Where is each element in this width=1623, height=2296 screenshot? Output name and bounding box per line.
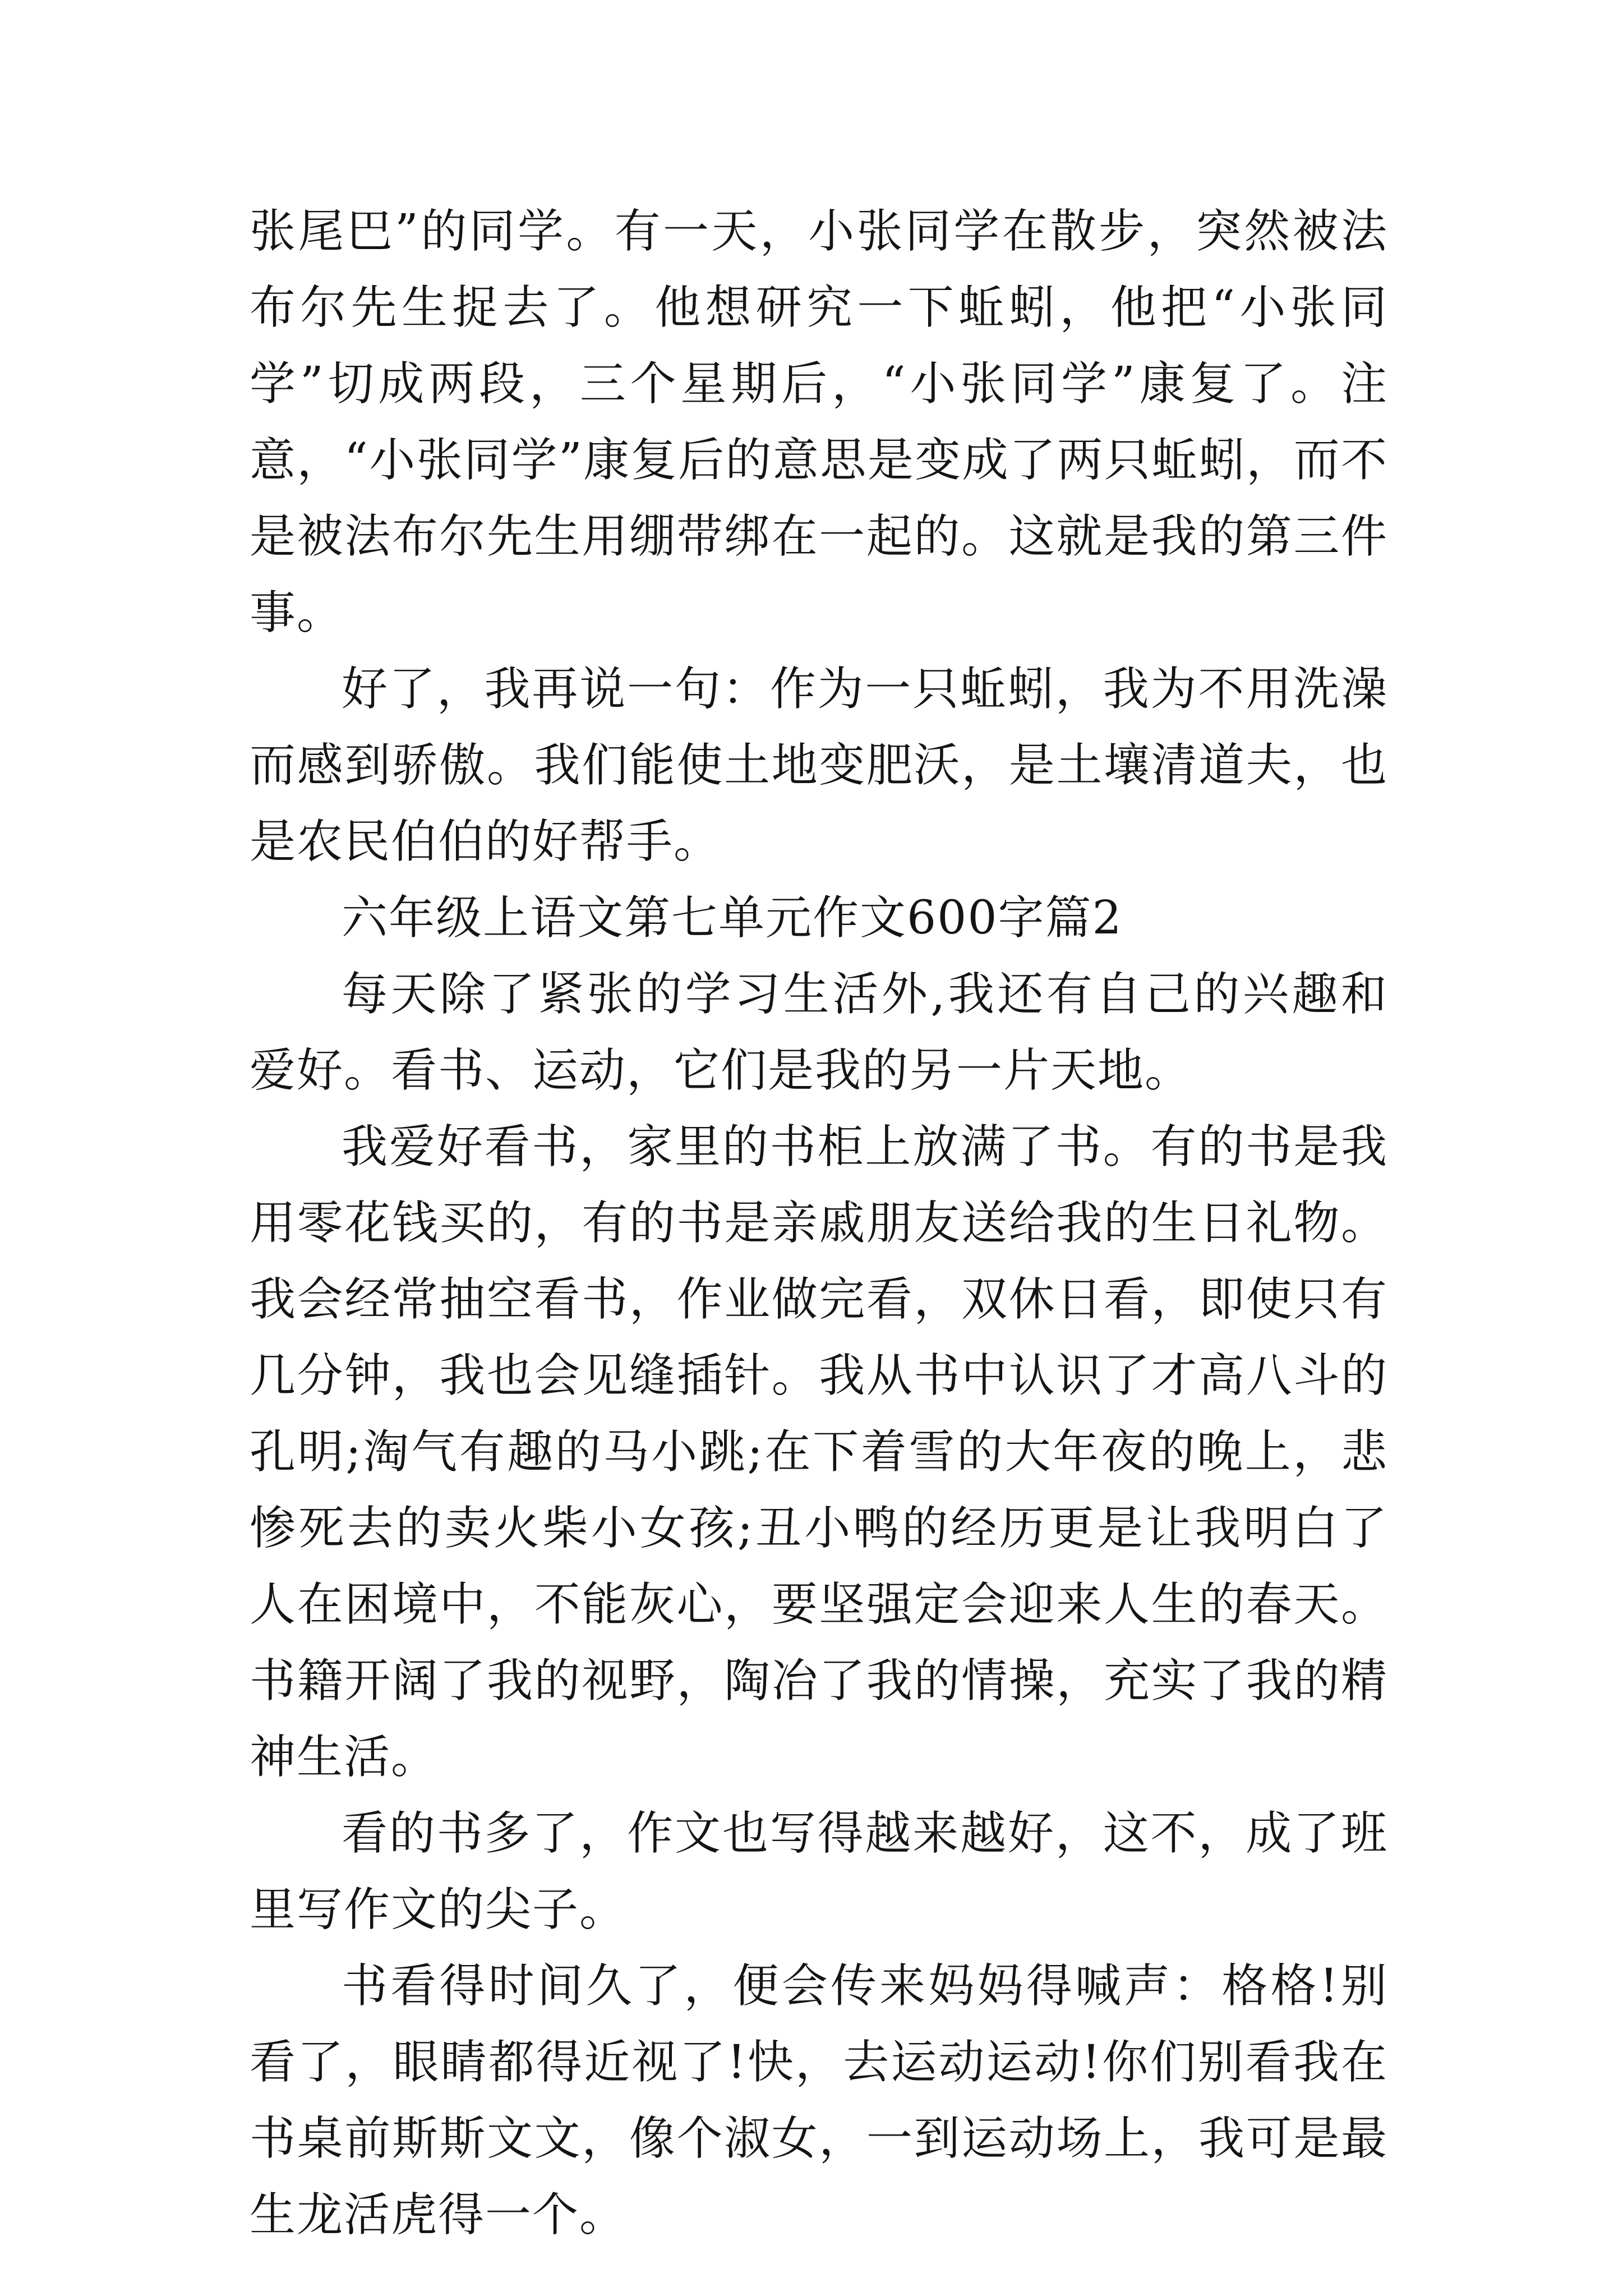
paragraph-body: 好了，我再说一句：作为一只蚯蚓，我为不用洗澡而感到骄傲。我们能使土地变肥沃，是土壤清道夫，也是农民伯伯的好帮手。: [250, 662, 1388, 868]
section-heading: 六年级上语文第七单元作文600字篇2: [342, 891, 1123, 945]
document-body: [250, 194, 1388, 2253]
paragraph-continuation: 张尾巴”的同学。有一天，小张同学在散步，突然被法布尔先生捉去了。他想研究一下蚯蚓，他把“小张同学”切成两段，三个星期后，“小张同学”康复了。注意，“小张同学”康复后的意思是变成了两只蚯蚓，而不是被法布尔先生用绷带绑在一起的。这就是我的第三件事。: [250, 205, 1388, 639]
paragraph-body: 看的书多了，作文也写得越来越好，这不，成了班里写作文的尖子。: [250, 1807, 1388, 1936]
paragraph-body: 我爱好看书，家里的书柜上放满了书。有的书是我用零花钱买的，有的书是亲戚朋友送给我的生日礼物。我会经常抽空看书，作业做完看，双休日看，即使只有几分钟，我也会见缝插针。我从书中认识了才高八斗的孔明;淘气有趣的马小跳;在下着雪的大年夜的晚上，悲惨死去的卖火柴小女孩;丑小鸭的经历更是让我明白了人在困境中，不能灰心，要坚强定会迎来人生的春天。书籍开阔了我的视野，陶冶了我的情操，充实了我的精神生活。: [250, 1120, 1388, 1784]
paragraph-body: 书看得时间久了，便会传来妈妈得喊声：格格!别看了，眼睛都得近视了!快，去运动运动!你们别看我在书桌前斯斯文文，像个淑女，一到运动场上，我可是最生龙活虎得一个。: [250, 1959, 1388, 2242]
paragraph-body: 每天除了紧张的学习生活外,我还有自己的兴趣和爱好。看书、运动，它们是我的另一片天地。: [250, 968, 1388, 1097]
